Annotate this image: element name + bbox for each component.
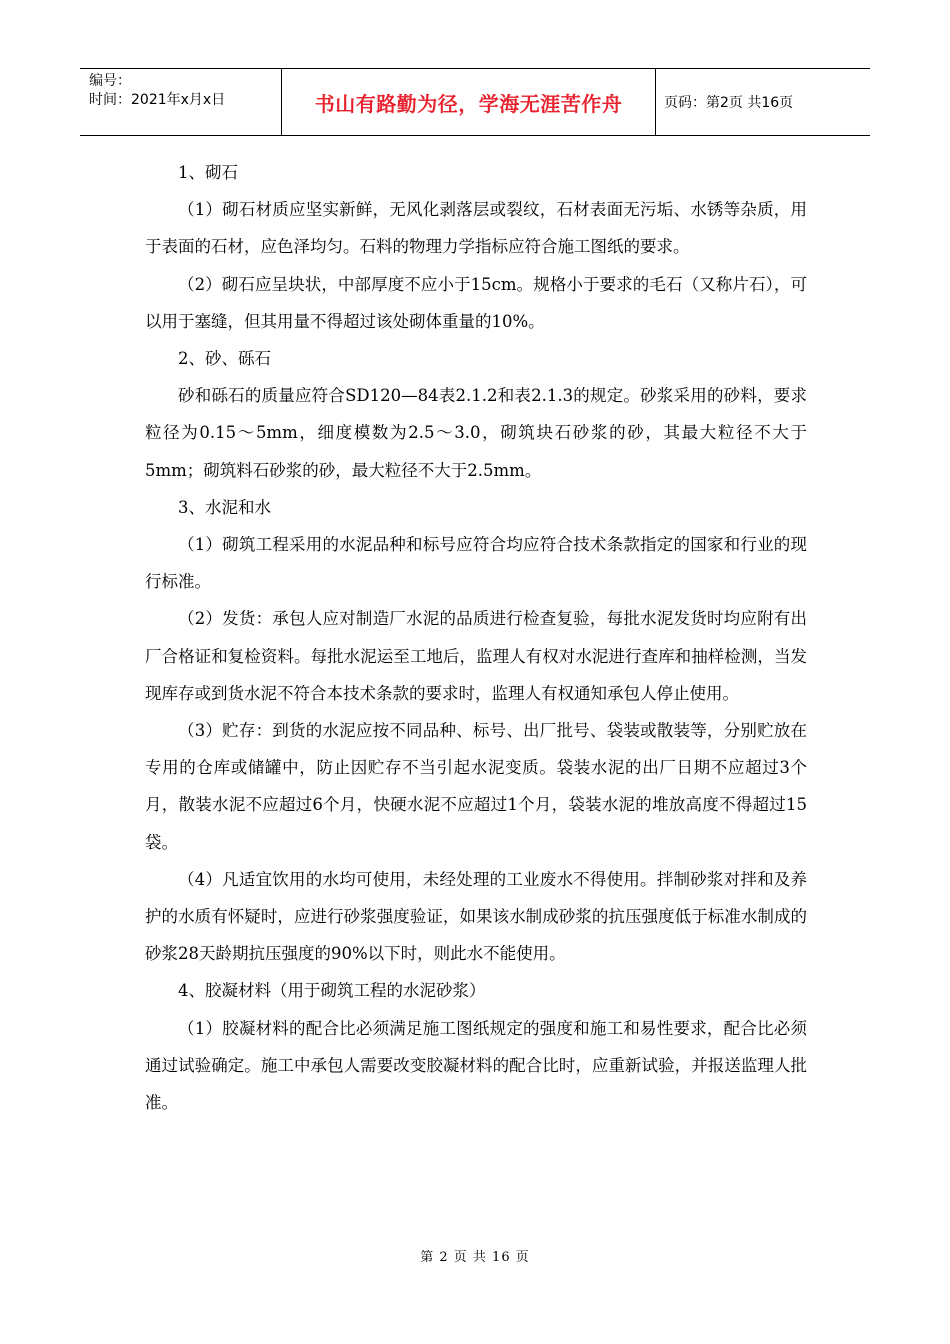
- header-motto: 书山有路勤为径，学海无涯苦作舟: [282, 69, 656, 135]
- page-header: [80, 68, 870, 136]
- section-heading: 3、水泥和水: [178, 497, 271, 517]
- document-body: [145, 154, 807, 1121]
- header-page-info: 页码：第2页 共16页: [664, 95, 794, 111]
- page-footer: 第 2 页 共 16 页: [420, 1250, 530, 1265]
- paragraph: （1）砌石材质应坚实新鲜，无风化剥落层或裂纹，石材表面无污垢、水锈等杂质，用于表面的石材，应色泽均匀。石料的物理力学指标应符合施工图纸的要求。: [145, 200, 807, 257]
- paragraph: 砂和砾石的质量应符合SD120—84表2.1.2和表2.1.3的规定。砂浆采用的砂料，要求粒径为0.15～5mm，细度模数为2.5～3.0，砌筑块石砂浆的砂，其最大粒径不大于5mm；砌筑料石砂浆的砂，最大粒径不大于2.5mm。: [145, 386, 807, 480]
- section-heading: 2、砂、砾石: [178, 349, 271, 369]
- paragraph: （4）凡适宜饮用的水均可使用，未经处理的工业废水不得使用。拌制砂浆对拌和及养护的水质有怀疑时，应进行砂浆强度验证，如果该水制成砂浆的抗压强度低于标准水制成的砂浆28天龄期抗压强度的90%以下时，则此水不能使用。: [145, 869, 807, 964]
- document-number-label: 编号：: [89, 73, 131, 89]
- paragraph: （1）砌筑工程采用的水泥品种和标号应符合均应符合技术条款指定的国家和行业的现行标准。: [145, 535, 807, 592]
- document-time: 时间：2021年x月x日: [89, 92, 226, 108]
- section-heading: 4、胶凝材料（用于砌筑工程的水泥砂浆）: [178, 981, 486, 1001]
- section-heading: 1、砌石: [178, 163, 238, 182]
- paragraph: （3）贮存：到货的水泥应按不同品种、标号、出厂批号、袋装或散装等，分别贮放在专用的仓库或储罐中，防止因贮存不当引起水泥变质。袋装水泥的出厂日期不应超过3个月，散装水泥不应超过6个月，快硬水泥不应超过1个月，袋装水泥的堆放高度不得超过15袋。: [145, 721, 807, 852]
- paragraph: （2）砌石应呈块状，中部厚度不应小于15cm。规格小于要求的毛石（又称片石），可以用于塞缝，但其用量不得超过该处砌体重量的10%。: [145, 274, 807, 331]
- header-meta: [80, 69, 282, 135]
- paragraph: （1）胶凝材料的配合比必须满足施工图纸规定的强度和施工和易性要求，配合比必须通过试验确定。施工中承包人需要改变胶凝材料的配合比时，应重新试验，并报送监理人批准。: [145, 1018, 807, 1113]
- paragraph: （2）发货：承包人应对制造厂水泥的品质进行检查复验，每批水泥发货时均应附有出厂合格证和复检资料。每批水泥运至工地后，监理人有权对水泥进行查库和抽样检测，当发现库存或到货水泥不符合本技术条款的要求时，监理人有权通知承包人停止使用。: [145, 609, 807, 703]
